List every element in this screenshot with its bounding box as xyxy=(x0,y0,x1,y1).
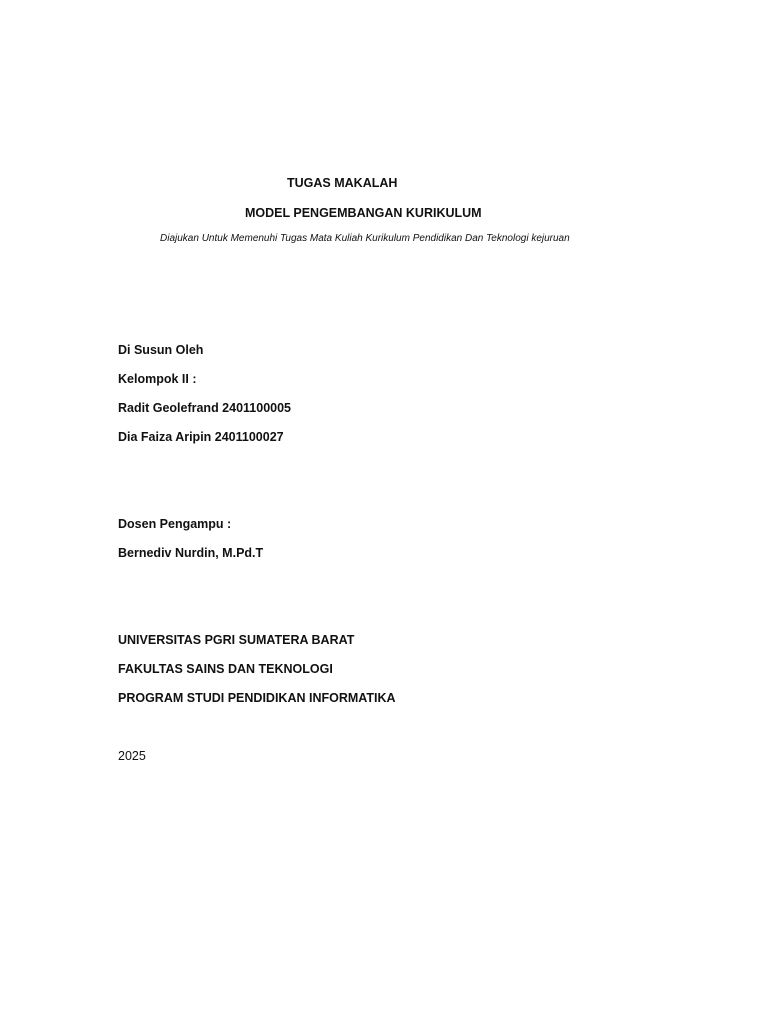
faculty-name: FAKULTAS SAINS DAN TEKNOLOGI xyxy=(118,662,333,676)
university-name: UNIVERSITAS PGRI SUMATERA BARAT xyxy=(118,633,355,647)
group-label: Kelompok II : xyxy=(118,372,197,386)
document-title: TUGAS MAKALAH xyxy=(287,176,398,190)
authors-heading: Di Susun Oleh xyxy=(118,343,204,357)
document-year: 2025 xyxy=(118,749,146,763)
program-name: PROGRAM STUDI PENDIDIKAN INFORMATIKA xyxy=(118,691,396,705)
author-member: Dia Faiza Aripin 2401100027 xyxy=(118,430,284,444)
document-subtitle: Diajukan Untuk Memenuhi Tugas Mata Kuliah Kurikulum Pendidikan Dan Teknologi kejuruan xyxy=(160,233,570,244)
document-topic: MODEL PENGEMBANGAN KURIKULUM xyxy=(245,206,482,220)
lecturer-name: Bernediv Nurdin, M.Pd.T xyxy=(118,546,264,560)
lecturer-heading: Dosen Pengampu : xyxy=(118,517,232,531)
author-member: Radit Geolefrand 2401100005 xyxy=(118,401,292,415)
